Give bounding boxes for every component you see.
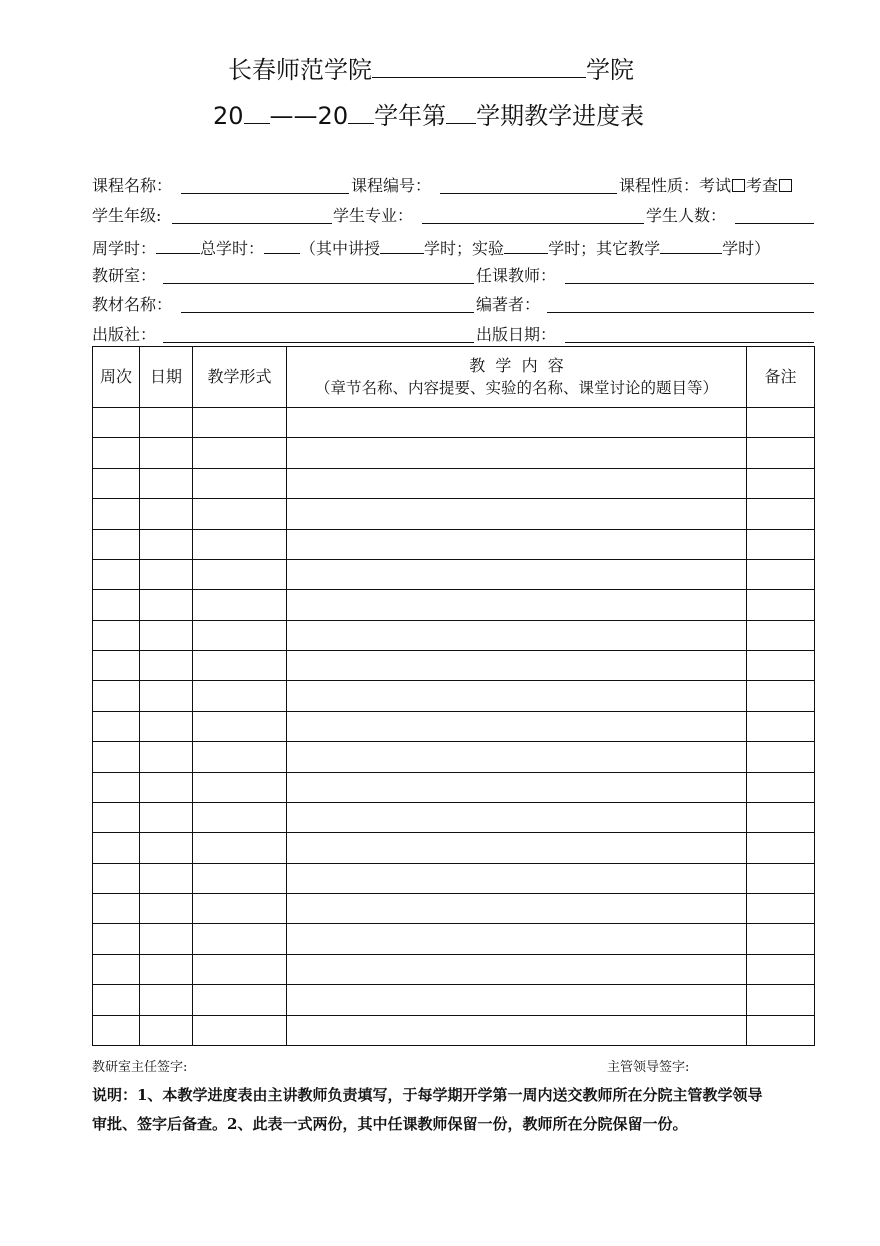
form-cell[interactable] <box>193 590 287 620</box>
table-header-row <box>93 347 815 408</box>
college-suffix: 学院 <box>586 56 634 84</box>
content-cell[interactable] <box>287 742 747 772</box>
year-prefix: 20 <box>213 102 244 130</box>
note-cell[interactable] <box>747 772 815 802</box>
note-cell[interactable] <box>747 620 815 650</box>
date-cell[interactable] <box>140 954 193 984</box>
date-cell[interactable] <box>140 529 193 559</box>
date-cell[interactable] <box>140 894 193 924</box>
table-body <box>93 408 815 1046</box>
content-cell[interactable] <box>287 681 747 711</box>
week-cell[interactable] <box>93 894 140 924</box>
table-row <box>93 1015 815 1046</box>
form-cell[interactable] <box>193 408 287 438</box>
teacher-field[interactable] <box>565 283 814 284</box>
term-suffix: 学期教学进度表 <box>476 102 645 130</box>
table-row <box>93 833 815 863</box>
week-cell[interactable] <box>93 438 140 468</box>
publisher-field[interactable] <box>163 342 474 343</box>
form-cell[interactable] <box>193 651 287 681</box>
label-pub-date: 出版日期： <box>476 325 557 344</box>
table-row <box>93 499 815 529</box>
week-cell[interactable] <box>93 863 140 893</box>
label-publisher: 出版社： <box>92 325 157 344</box>
date-cell[interactable] <box>140 438 193 468</box>
course-name-field[interactable] <box>181 193 349 194</box>
table-row <box>93 802 815 832</box>
note-cell[interactable] <box>747 924 815 954</box>
leader-signature: 主管领导签字: <box>607 1060 690 1075</box>
content-cell[interactable] <box>287 408 747 438</box>
school-name: 长春师范学院 <box>228 56 372 84</box>
header-content-sub: （章节名称、内容提要、实验的名称、课堂讨论的题目等） <box>314 379 718 397</box>
note-cell[interactable] <box>747 802 815 832</box>
note-cell[interactable] <box>747 863 815 893</box>
college-blank[interactable] <box>372 57 586 78</box>
note-line-1: 说明：1、本教学进度表由主讲教师负责填写，于每学期开学第一周内送交教师所在分院主管教学领导 <box>92 1086 763 1104</box>
week-cell[interactable] <box>93 408 140 438</box>
note-cell[interactable] <box>747 985 815 1015</box>
table-row <box>93 924 815 954</box>
label-textbook: 教材名称： <box>92 295 173 314</box>
note-cell[interactable] <box>747 529 815 559</box>
header-note: 备注 <box>747 347 815 408</box>
note-cell[interactable] <box>747 681 815 711</box>
students-field[interactable] <box>735 223 814 224</box>
note-cell[interactable] <box>747 408 815 438</box>
content-cell[interactable] <box>287 894 747 924</box>
form-cell[interactable] <box>193 924 287 954</box>
note-cell[interactable] <box>747 468 815 498</box>
form-cell[interactable] <box>193 802 287 832</box>
form-cell[interactable] <box>193 529 287 559</box>
content-cell[interactable] <box>287 802 747 832</box>
content-cell[interactable] <box>287 711 747 741</box>
note-cell[interactable] <box>747 559 815 589</box>
table-row <box>93 559 815 589</box>
week-cell[interactable] <box>93 802 140 832</box>
form-cell[interactable] <box>193 468 287 498</box>
label-students: 学生人数： <box>646 206 727 225</box>
exam-label: 考试 <box>699 176 732 195</box>
note-cell[interactable] <box>747 742 815 772</box>
table-row <box>93 529 815 559</box>
year-suffix: 学年第 <box>374 102 447 130</box>
week-cell[interactable] <box>93 954 140 984</box>
form-cell[interactable] <box>193 711 287 741</box>
content-cell[interactable] <box>287 438 747 468</box>
header-date: 日期 <box>140 347 193 408</box>
week-cell[interactable] <box>93 468 140 498</box>
hours-row <box>92 236 770 259</box>
form-cell[interactable] <box>193 742 287 772</box>
form-cell[interactable] <box>193 863 287 893</box>
note-cell[interactable] <box>747 833 815 863</box>
form-cell[interactable] <box>193 559 287 589</box>
date-cell[interactable] <box>140 711 193 741</box>
week-cell[interactable] <box>93 1015 140 1046</box>
date-cell[interactable] <box>140 681 193 711</box>
form-cell[interactable] <box>193 681 287 711</box>
week-cell[interactable] <box>93 590 140 620</box>
textbook-field[interactable] <box>181 312 474 313</box>
header-form: 教学形式 <box>193 347 287 408</box>
label-section: 教研室： <box>92 266 157 285</box>
year-dash: ——20 <box>269 102 349 130</box>
content-cell[interactable] <box>287 924 747 954</box>
content-cell[interactable] <box>287 468 747 498</box>
other-hours-field[interactable] <box>660 236 722 254</box>
header-week: 周次 <box>93 347 140 408</box>
form-cell[interactable] <box>193 894 287 924</box>
exam-checkbox[interactable] <box>732 179 745 192</box>
label-teacher: 任课教师： <box>476 266 557 285</box>
content-cell[interactable] <box>287 559 747 589</box>
week-cell[interactable] <box>93 529 140 559</box>
major-field[interactable] <box>422 223 644 224</box>
experiment-hours-field[interactable] <box>504 236 548 254</box>
label-course-nature <box>619 176 793 196</box>
table-row <box>93 742 815 772</box>
note-cell[interactable] <box>747 711 815 741</box>
title-line-1 <box>228 55 634 85</box>
label-course-name: 课程名称： <box>92 176 173 195</box>
week-cell[interactable] <box>93 711 140 741</box>
weekly-hours-field[interactable] <box>156 236 200 254</box>
year-end-blank[interactable] <box>348 103 374 124</box>
year-start-blank[interactable] <box>244 103 270 124</box>
date-cell[interactable] <box>140 802 193 832</box>
note-cell[interactable] <box>747 954 815 984</box>
content-cell[interactable] <box>287 954 747 984</box>
label-lecture: （其中讲授 <box>300 239 381 258</box>
week-cell[interactable] <box>93 651 140 681</box>
date-cell[interactable] <box>140 559 193 589</box>
lecture-hours-field[interactable] <box>380 236 424 254</box>
content-cell[interactable] <box>287 863 747 893</box>
week-cell[interactable] <box>93 499 140 529</box>
table-row <box>93 620 815 650</box>
table-row <box>93 408 815 438</box>
note-cell[interactable] <box>747 438 815 468</box>
date-cell[interactable] <box>140 408 193 438</box>
form-cell[interactable] <box>193 499 287 529</box>
section-head-signature: 教研室主任签字: <box>92 1060 188 1075</box>
table-row <box>93 468 815 498</box>
content-cell[interactable] <box>287 985 747 1015</box>
week-cell[interactable] <box>93 620 140 650</box>
form-cell[interactable] <box>193 954 287 984</box>
content-cell[interactable] <box>287 833 747 863</box>
header-content-title: 教 学 内 容 <box>469 356 564 375</box>
form-cell[interactable] <box>193 620 287 650</box>
label-major: 学生专业： <box>333 206 414 225</box>
total-hours-field[interactable] <box>264 236 300 254</box>
pub-date-field[interactable] <box>565 342 814 343</box>
grade-field[interactable] <box>172 223 332 224</box>
content-cell[interactable] <box>287 620 747 650</box>
label-experiment: 学时；实验 <box>424 239 505 258</box>
date-cell[interactable] <box>140 833 193 863</box>
author-field[interactable] <box>547 312 814 313</box>
week-cell[interactable] <box>93 985 140 1015</box>
note-cell[interactable] <box>747 894 815 924</box>
form-cell[interactable] <box>193 772 287 802</box>
label-author: 编著者： <box>476 295 541 314</box>
form-cell[interactable] <box>193 985 287 1015</box>
date-cell[interactable] <box>140 499 193 529</box>
section-field[interactable] <box>163 283 474 284</box>
date-cell[interactable] <box>140 924 193 954</box>
term-blank[interactable] <box>446 103 476 124</box>
note-cell[interactable] <box>747 1015 815 1046</box>
content-cell[interactable] <box>287 529 747 559</box>
course-nature-label: 课程性质： <box>619 176 700 195</box>
content-cell[interactable] <box>287 651 747 681</box>
week-cell[interactable] <box>93 924 140 954</box>
label-total-hours: 总学时： <box>200 239 265 258</box>
label-hours-end: 学时） <box>722 239 771 258</box>
label-weekly-hours: 周学时： <box>92 239 157 258</box>
week-cell[interactable] <box>93 559 140 589</box>
check-checkbox[interactable] <box>779 179 792 192</box>
table-row <box>93 711 815 741</box>
table-row <box>93 651 815 681</box>
week-cell[interactable] <box>93 772 140 802</box>
table-row <box>93 681 815 711</box>
date-cell[interactable] <box>140 742 193 772</box>
date-cell[interactable] <box>140 772 193 802</box>
course-code-field[interactable] <box>440 193 617 194</box>
label-course-code: 课程编号： <box>351 176 432 195</box>
table-row <box>93 772 815 802</box>
week-cell[interactable] <box>93 681 140 711</box>
table-row <box>93 985 815 1015</box>
form-cell[interactable] <box>193 1015 287 1046</box>
note-cell[interactable] <box>747 651 815 681</box>
date-cell[interactable] <box>140 590 193 620</box>
date-cell[interactable] <box>140 1015 193 1046</box>
label-other: 学时；其它教学 <box>548 239 661 258</box>
label-grade: 学生年级: <box>92 206 162 225</box>
note-cell[interactable] <box>747 499 815 529</box>
form-cell[interactable] <box>193 438 287 468</box>
date-cell[interactable] <box>140 620 193 650</box>
content-cell[interactable] <box>287 590 747 620</box>
week-cell[interactable] <box>93 833 140 863</box>
note-line-2: 审批、签字后备查。2、此表一式两份，其中任课教师保留一份，教师所在分院保留一份。 <box>92 1115 688 1133</box>
note-cell[interactable] <box>747 590 815 620</box>
table-row <box>93 954 815 984</box>
table-row <box>93 590 815 620</box>
table-row <box>93 863 815 893</box>
schedule-table <box>92 346 815 1046</box>
header-content <box>287 347 747 408</box>
check-label: 考查 <box>746 176 779 195</box>
week-cell[interactable] <box>93 742 140 772</box>
date-cell[interactable] <box>140 651 193 681</box>
table-row <box>93 438 815 468</box>
title-line-2 <box>213 101 644 131</box>
date-cell[interactable] <box>140 985 193 1015</box>
date-cell[interactable] <box>140 863 193 893</box>
content-cell[interactable] <box>287 772 747 802</box>
table-row <box>93 894 815 924</box>
date-cell[interactable] <box>140 468 193 498</box>
content-cell[interactable] <box>287 1015 747 1046</box>
form-cell[interactable] <box>193 833 287 863</box>
content-cell[interactable] <box>287 499 747 529</box>
